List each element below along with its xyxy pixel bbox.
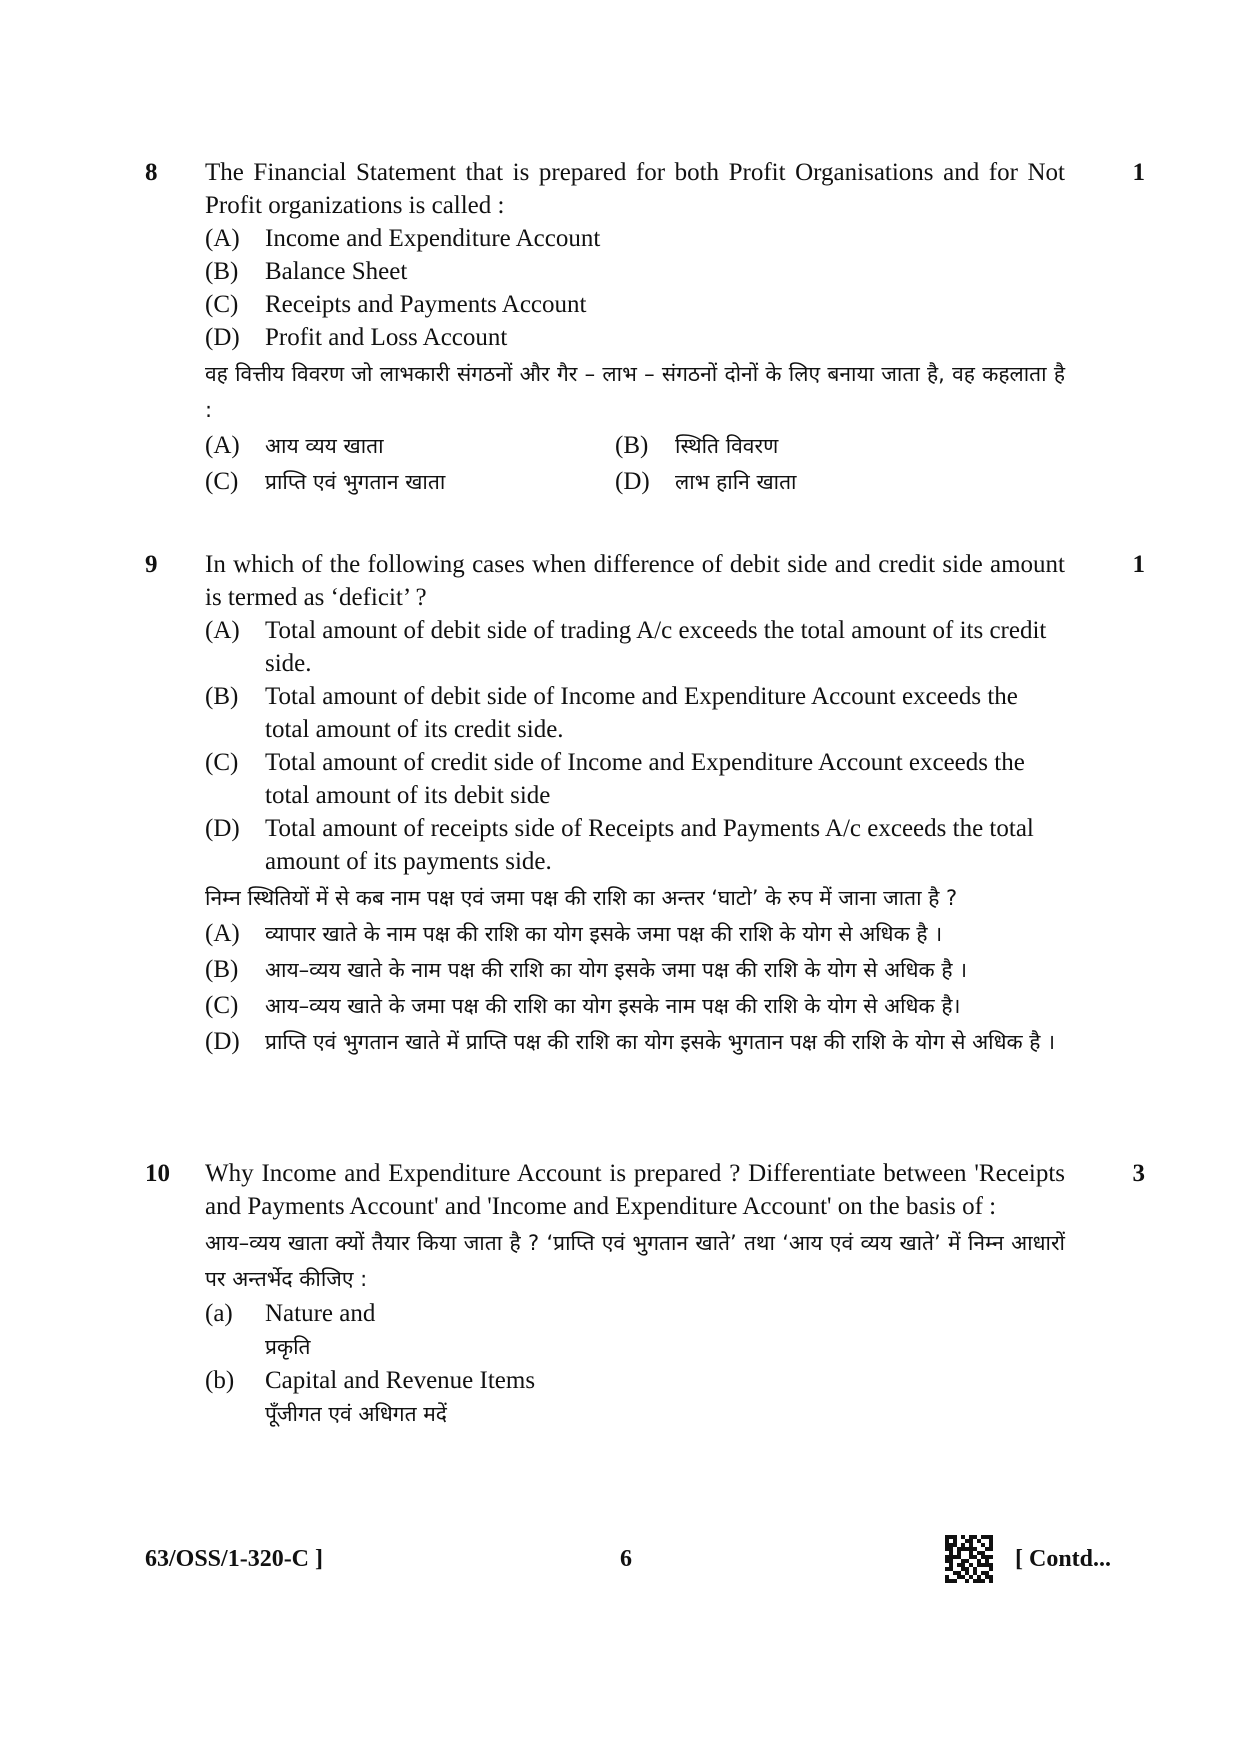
option-c-hi: (C) आय–व्यय खाते के जमा पक्ष की राशि का योग इसके नाम पक्ष की राशि के योग से अधिक है। — [205, 992, 961, 1019]
part-a-text-hi: प्रकृति — [265, 1335, 311, 1359]
continued-label: [ Contd... — [1015, 1546, 1112, 1572]
question-text-en: The Financial Statement that is prepared for both Profit Organisations and for Not Profit organizations is called : — [205, 159, 1065, 219]
option-a-en: (A) Income and Expenditure Account — [205, 225, 601, 252]
options-hi-grid — [205, 428, 1065, 500]
question-10 — [145, 1157, 1145, 1431]
option-a-hi: (A) व्यापार खाते के नाम पक्ष की राशि का योग इसके जमा पक्ष की राशि के योग से अधिक है । — [205, 920, 943, 947]
option-d-en: (D) Profit and Loss Account — [205, 324, 508, 351]
option-d-hi: (D) प्राप्ति एवं भुगतान खाते में प्राप्ति पक्ष की राशि का योग इसके भुगतान पक्ष की राशि के योग से अधिक है । — [205, 1028, 1056, 1055]
option-d-en: (D) Total amount of receipts side of Receipts and Payments A/c exceeds the total amount of its payments side. — [205, 815, 1034, 875]
option-a-hi: (A) आय व्यय खाता — [205, 432, 384, 459]
question-number: 8 — [145, 159, 158, 186]
option-b-hi: (B) आय–व्यय खाते के नाम पक्ष की राशि का योग इसके जमा पक्ष की राशि के योग से अधिक है । — [205, 956, 968, 983]
option-c-hi: (C) प्राप्ति एवं भुगतान खाता — [205, 468, 446, 495]
question-text-hi: आय–व्यय खाता क्यों तैयार किया जाता है ? ‘प्राप्ति एवं भुगतान खाते’ तथा ‘आय एवं व्यय खाते’ में निम्न आधारों पर अन्तर्भेद कीजिए : — [205, 1231, 1065, 1291]
question-8 — [145, 156, 1145, 500]
part-b-text-en: Capital and Revenue Items — [265, 1367, 536, 1394]
question-text-en: In which of the following cases when difference of debit side and credit side amount is termed as ‘deficit’ ? — [205, 551, 1065, 611]
option-d-hi: (D) लाभ हानि खाता — [615, 468, 797, 495]
question-text-en: Why Income and Expenditure Account is prepared ? Differentiate between 'Receipts and Payments Account' and 'Income and Expenditure Account' on the basis of : — [205, 1160, 1065, 1220]
option-b-en: (B) Total amount of debit side of Income and Expenditure Account exceeds the total amount of its credit side. — [205, 683, 1018, 743]
question-text-hi: निम्न स्थितियों में से कब नाम पक्ष एवं जमा पक्ष की राशि का अन्तर ‘घाटो’ के रुप में जाना जाता है ? — [205, 886, 958, 910]
option-c-en: (C) Total amount of credit side of Income and Expenditure Account exceeds the total amount of its debit side — [205, 749, 1025, 809]
option-b-hi: (B) स्थिति विवरण — [615, 432, 779, 459]
question-text-hi: वह वित्तीय विवरण जो लाभकारी संगठनों और गैर – लाभ – संगठनों दोनों के लिए बनाया जाता है, वह कहलाता है : — [205, 362, 1065, 422]
qr-code-icon — [945, 1535, 993, 1583]
option-a-en: (A) Total amount of debit side of trading A/c exceeds the total amount of its credit side. — [205, 617, 1047, 677]
question-marks: 1 — [1132, 159, 1145, 186]
part-b: (b) Capital and Revenue Items पूँजीगत एवं अधिगत मदें — [205, 1364, 1065, 1431]
part-b-text-hi: पूँजीगत एवं अधिगत मदें — [265, 1402, 447, 1426]
question-number: 10 — [145, 1160, 170, 1187]
page-footer — [145, 1535, 1145, 1585]
page-number: 6 — [620, 1546, 632, 1572]
question-marks: 1 — [1132, 551, 1145, 578]
option-b-en: (B) Balance Sheet — [205, 258, 408, 285]
option-c-en: (C) Receipts and Payments Account — [205, 291, 587, 318]
paper-code: 63/OSS/1-320-C ] — [145, 1546, 324, 1572]
question-marks: 3 — [1132, 1160, 1145, 1187]
question-9 — [145, 548, 1145, 1060]
part-a-text-en: Nature and — [265, 1300, 376, 1327]
question-number: 9 — [145, 551, 158, 578]
part-a: (a) Nature and प्रकृति — [205, 1297, 1065, 1364]
